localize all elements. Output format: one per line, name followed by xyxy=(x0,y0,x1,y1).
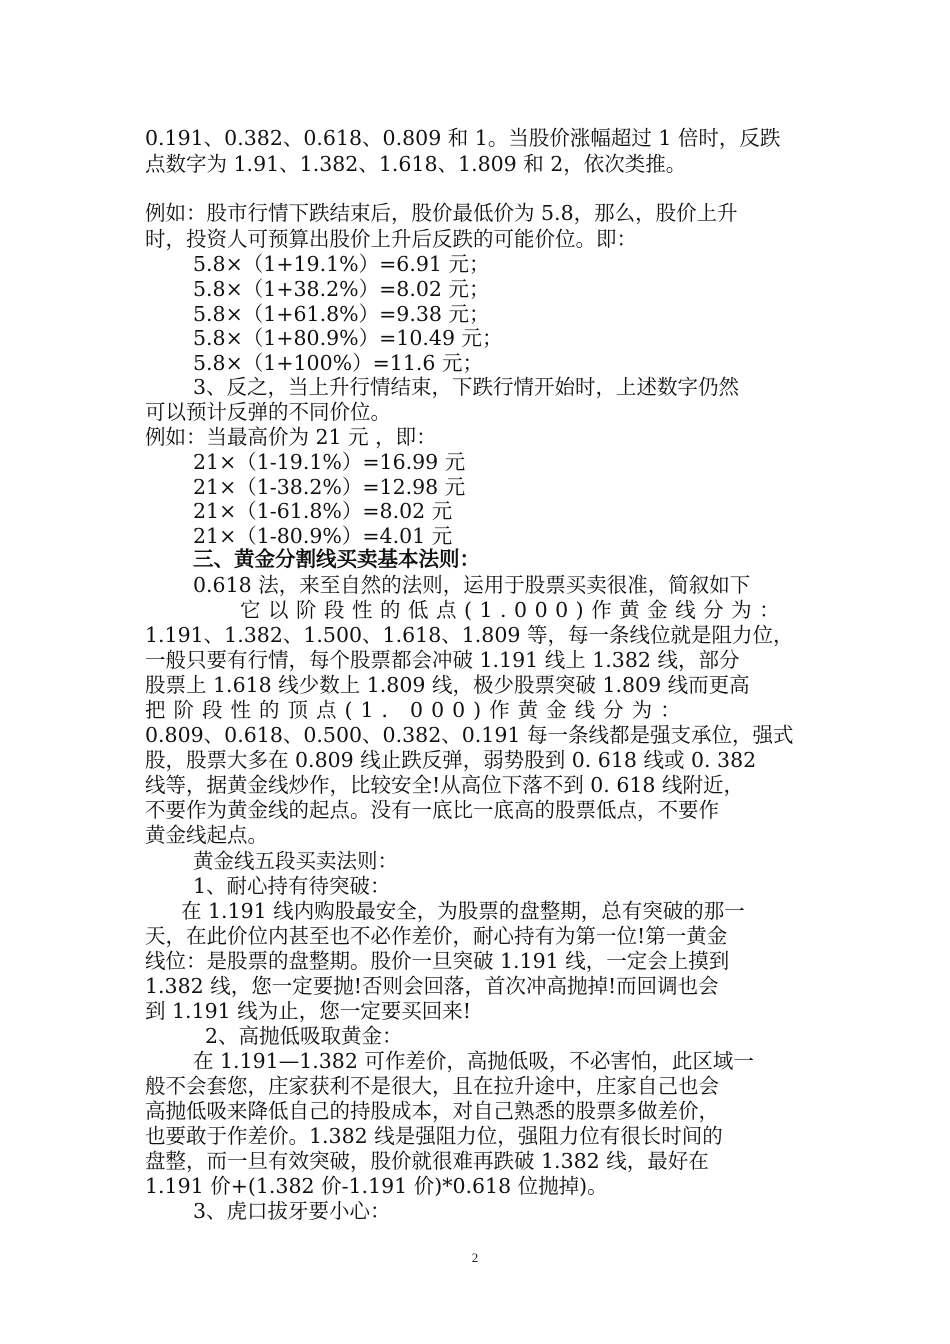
formula-line: 5.8×（1+38.2%）=8.02 元； xyxy=(193,277,490,301)
text-line: 盘整，而一旦有效突破，股价就很难再跌破 1.382 线，最好在 xyxy=(145,1149,709,1173)
text-line: 一般只要有行情，每个股票都会冲破 1.191 线上 1.382 线，部分 xyxy=(145,648,740,672)
formula-line: 5.8×（1+100%）=11.6 元； xyxy=(193,351,483,375)
page-number: 2 xyxy=(471,1250,479,1265)
subsection-heading: 2、高抛低吸取黄金： xyxy=(205,1024,403,1048)
text-line: 1.191、1.382、1.500、1.618、1.809 等，每一条线位就是阻力位， xyxy=(145,623,794,647)
text-line: 把阶段性的顶点(1．000)作黄金线分为： xyxy=(145,698,689,722)
text-line: 时，投资人可预算出股价上升后反跌的可能价位。即： xyxy=(145,227,637,251)
text-line: 在 1.191—1.382 可作差价，高抛低吸，不必害怕，此区域一 xyxy=(193,1049,754,1073)
formula-line: 21×（1-61.8%）=8.02 元 xyxy=(193,499,453,523)
formula-line: 5.8×（1+61.8%）=9.38 元； xyxy=(193,302,490,326)
text-line: 高抛低吸来降低自己的持股成本，对自己熟悉的股票多做差价， xyxy=(145,1099,719,1123)
text-line: 线等，据黄金线炒作，比较安全!从高位下落不到 0. 618 线附近， xyxy=(145,773,744,797)
subsection-heading: 1、耐心持有待突破： xyxy=(193,874,391,898)
text-line: 也要敢于作差价。1.382 线是强阻力位，强阻力位有很长时间的 xyxy=(145,1124,723,1148)
text-line: 1.191 价+(1.382 价-1.191 价)*0.618 位抛掉)。 xyxy=(145,1174,608,1198)
formula-line: 21×（1-80.9%）=4.01 元 xyxy=(193,524,453,548)
section-heading: 三、黄金分割线买卖基本法则： xyxy=(193,547,480,571)
text-line: 股，股票大多在 0.809 线止跌反弹，弱势股到 0. 618 线或 0. 382 xyxy=(145,748,757,772)
text-line: 在 1.191 线内购股最安全，为股票的盘整期，总有突破的那一 xyxy=(181,899,745,923)
text-line: 到 1.191 线为止，您一定要买回来! xyxy=(145,999,471,1023)
formula-line: 21×（1-19.1%）=16.99 元 xyxy=(193,450,466,474)
text-line: 0.809、0.618、0.500、0.382、0.191 每一条线都是强支承位，强式 xyxy=(145,723,794,747)
text-line: 0.618 法，来至自然的法则，运用于股票买卖很准，简叙如下 xyxy=(193,573,751,597)
text-line: 股票上 1.618 线少数上 1.809 线，极少股票突破 1.809 线而更高 xyxy=(145,673,750,697)
text-line: 黄金线起点。 xyxy=(145,823,268,847)
text-line: 例如：股市行情下跌结束后，股价最低价为 5.8，那么，股价上升 xyxy=(145,201,738,225)
formula-line: 5.8×（1+19.1%）=6.91 元； xyxy=(193,252,490,276)
text-line: 例如：当最高价为 21 元 ，即： xyxy=(145,425,437,449)
text-line: 可以预计反弹的不同价位。 xyxy=(145,400,391,424)
subsection-heading: 3、虎口拔牙要小心： xyxy=(193,1199,391,1223)
text-line: 3、反之，当上升行情结束，下跌行情开始时，上述数字仍然 xyxy=(193,375,740,399)
subsection-heading: 黄金线五段买卖法则： xyxy=(193,849,398,873)
text-line: 天，在此价位内甚至也不必作差价，耐心持有为第一位!第一黄金 xyxy=(145,924,728,948)
formula-line: 5.8×（1+80.9%）=10.49 元； xyxy=(193,326,503,350)
text-line: 0.191、0.382、0.618、0.809 和 1。当股价涨幅超过 1 倍时，反跌 xyxy=(145,126,781,150)
text-line: 点数字为 1.91、1.382、1.618、1.809 和 2，依次类推。 xyxy=(145,152,687,176)
text-line: 线位：是股票的盘整期。股价一旦突破 1.191 线，一定会上摸到 xyxy=(145,949,730,973)
formula-line: 21×（1-38.2%）=12.98 元 xyxy=(193,475,466,499)
text-line: 它以阶段性的低点(1.000)作黄金线分为： xyxy=(240,598,788,622)
text-line: 1.382 线，您一定要抛!否则会回落，首次冲高抛掉!而回调也会 xyxy=(145,974,719,998)
text-line: 不要作为黄金线的起点。没有一底比一底高的股票低点，不要作 xyxy=(145,798,719,822)
text-line: 般不会套您，庄家获利不是很大，且在拉升途中，庄家自己也会 xyxy=(145,1074,719,1098)
